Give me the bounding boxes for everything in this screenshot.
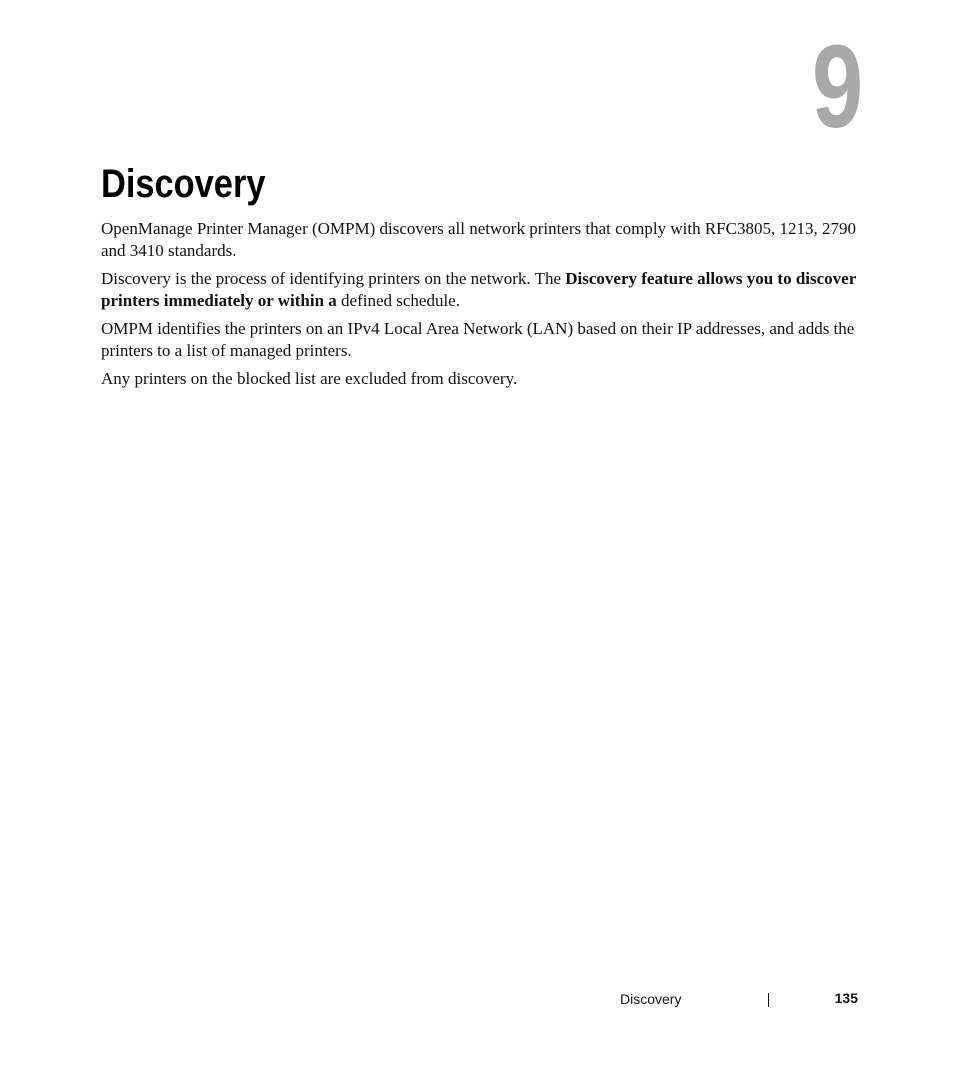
body-text (101, 218, 861, 396)
paragraph-identification: OMPM identifies the printers on an IPv4 Local Area Network (LAN) based on their IP addresses, and adds the printers to a list of managed printers. (101, 319, 855, 360)
footer-separator (768, 993, 769, 1007)
paragraph-compliance: OpenManage Printer Manager (OMPM) discovers all network printers that comply with RFC3805, 1213, 2790 and 3410 standards. (101, 219, 856, 260)
paragraph-blocked-list: Any printers on the blocked list are excluded from discovery. (101, 369, 518, 388)
paragraph-definition (101, 268, 861, 312)
page-number: 135 (834, 990, 858, 1006)
page-footer (0, 989, 954, 1011)
footer-section-title: Discovery (620, 991, 682, 1007)
paragraph-definition-start: Discovery is the process of identifying printers on the network. The (101, 269, 566, 288)
paragraph-definition-emphasis: Discovery feature allows you to discover printers immediately or within a (101, 269, 856, 310)
chapter-number: 9 (812, 21, 862, 153)
paragraph-definition-end: defined schedule. (336, 291, 460, 310)
chapter-title: Discovery (101, 162, 266, 206)
